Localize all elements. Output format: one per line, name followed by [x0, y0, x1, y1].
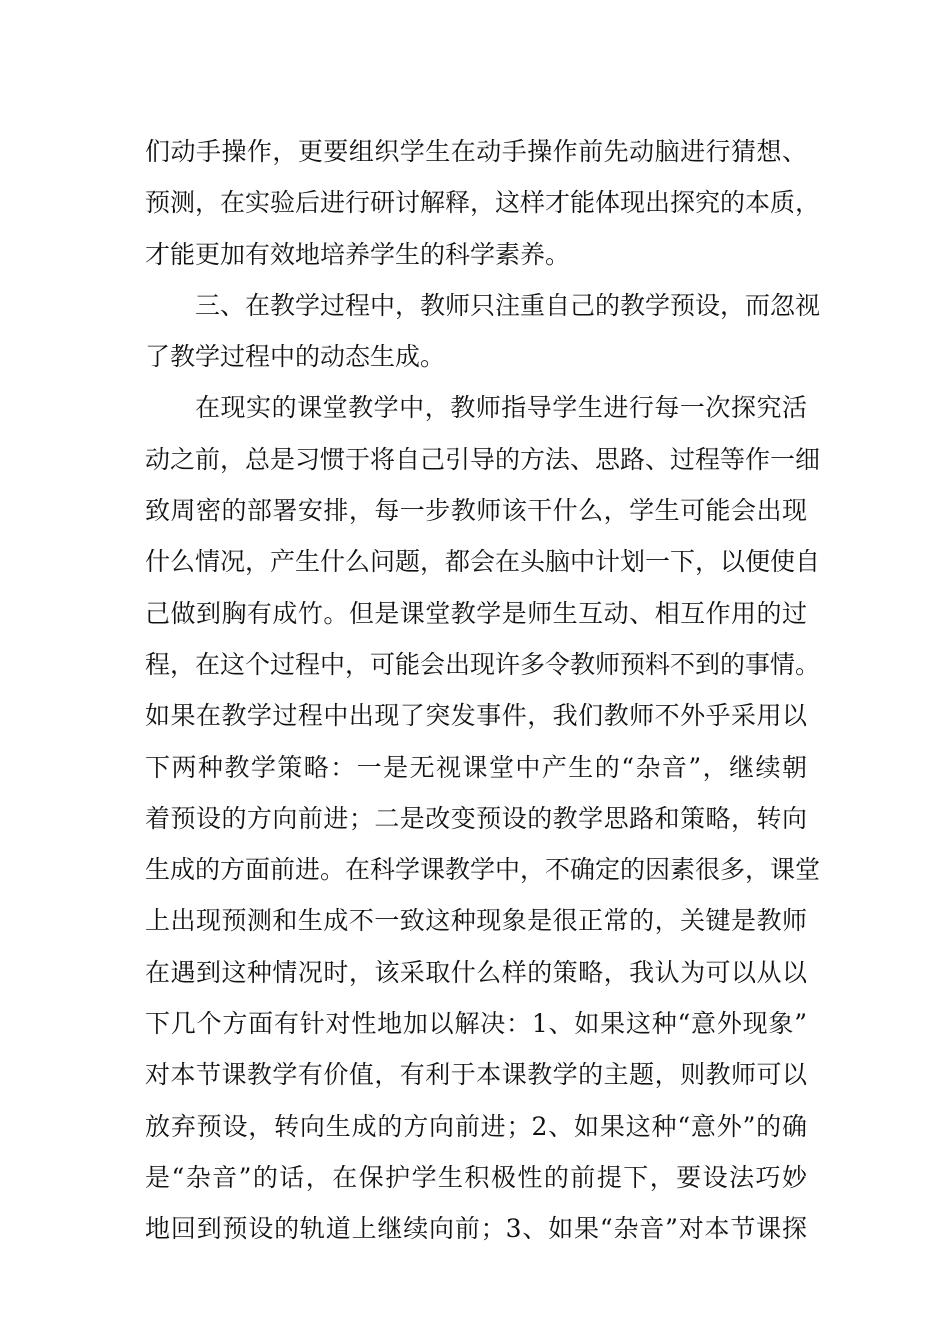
text-line: 下两种教学策略：一是无视课堂中产生的“杂音”，继续朝 [145, 752, 807, 782]
text-line: 如果在教学过程中出现了突发事件，我们教师不外乎采用以 [145, 701, 807, 731]
text-line: 们动手操作，更要组织学生在动手操作前先动脑进行猜想、 [145, 137, 807, 166]
paragraph-3 [145, 382, 821, 1254]
text-line: 了教学过程中的动态生成。 [145, 342, 446, 372]
text-line: 下几个方面有针对性地加以解决：1、如果这种“意外现象” [145, 1009, 807, 1039]
text-line: 是“杂音”的话，在保护学生积极性的前提下，要设法巧妙 [145, 1162, 807, 1192]
text-line: 上出现预测和生成不一致这种现象是很正常的，关键是教师 [145, 906, 807, 936]
text-line: 三、在教学过程中，教师只注重自己的教学预设，而忽视 [195, 290, 821, 320]
text-line: 才能更加有效地培养学生的科学素养。 [145, 239, 571, 269]
text-line: 生成的方面前进。在科学课教学中，不确定的因素很多，课堂 [145, 855, 821, 885]
text-line: 预测，在实验后进行研讨解释，这样才能体现出探究的本质， [145, 188, 821, 218]
paragraph-2 [145, 280, 821, 383]
text-line: 动之前，总是习惯于将自己引导的方法、思路、过程等作一细 [145, 444, 821, 474]
text-line: 程，在这个过程中，可能会出现许多令教师预料不到的事情。 [145, 649, 821, 679]
text-line: 地回到预设的轨道上继续向前；3、如果“杂音”对本节课探 [145, 1214, 807, 1244]
text-line: 在遇到这种情况时，该采取什么样的策略，我认为可以从以 [145, 957, 807, 987]
text-line: 着预设的方向前进；二是改变预设的教学思路和策略，转向 [145, 803, 807, 833]
paragraph-1 [145, 126, 821, 280]
document-body [145, 126, 821, 1255]
text-line: 在现实的课堂教学中，教师指导学生进行每一次探究活 [195, 393, 807, 423]
text-line: 放弃预设，转向生成的方向前进；2、如果这种“意外”的确 [145, 1111, 807, 1141]
text-line: 致周密的部署安排，每一步教师该干什么，学生可能会出现 [145, 496, 807, 526]
text-line: 对本节课教学有价值，有利于本课教学的主题，则教师可以 [145, 1060, 807, 1090]
text-line: 什么情况，产生什么问题，都会在头脑中计划一下，以便使自 [145, 547, 821, 577]
text-line: 己做到胸有成竹。但是课堂教学是师生互动、相互作用的过 [145, 598, 807, 628]
